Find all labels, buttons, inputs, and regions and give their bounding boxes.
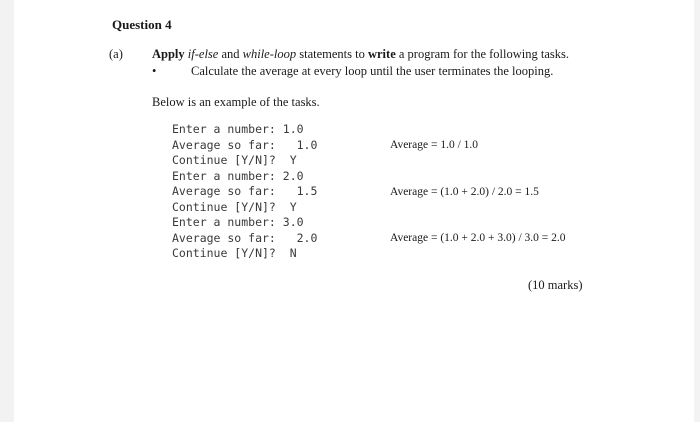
console-line: Average so far: 1.5 [172,184,318,198]
page-edge-left [0,0,14,422]
instruction-rest: a program for the following tasks. [398,47,569,61]
console-line: Continue [Y/N]? N [172,246,297,260]
console-line: Continue [Y/N]? Y [172,153,297,167]
example-intro: Below is an example of the tasks. [152,95,320,109]
question-heading: Question 4 [112,17,172,32]
console-line: Enter a number: 2.0 [172,168,304,183]
console-example [172,122,317,262]
instruction-text [152,47,569,62]
console-line: Enter a number: 1.0 [172,122,304,136]
instruction-if-else: if-else [187,47,219,61]
instruction-while-loop: while-loop [242,47,297,61]
console-line: Continue [Y/N]? Y [172,199,297,214]
average-explanation-1: Average = 1.0 / 1.0 [390,139,479,151]
average-explanation-3: Average = (1.0 + 2.0 + 3.0) / 3.0 = 2.0 [390,232,566,244]
instruction-and: and [221,47,240,61]
bullet-icon: • [152,64,157,78]
instruction-write: write [367,47,396,61]
console-line: Average so far: 1.0 [172,137,318,152]
instruction-apply: Apply [152,47,185,61]
instruction-statements-to: statements to [299,47,365,61]
part-label: (a) [109,47,123,61]
console-line: Enter a number: 3.0 [172,215,304,229]
average-explanation-2: Average = (1.0 + 2.0) / 2.0 = 1.5 [390,186,539,198]
page-edge-right [694,0,700,422]
marks-label: (10 marks) [528,278,583,292]
bullet-task-text: Calculate the average at every loop until the user terminates the looping. [191,64,554,78]
console-line: Average so far: 2.0 [172,230,318,245]
